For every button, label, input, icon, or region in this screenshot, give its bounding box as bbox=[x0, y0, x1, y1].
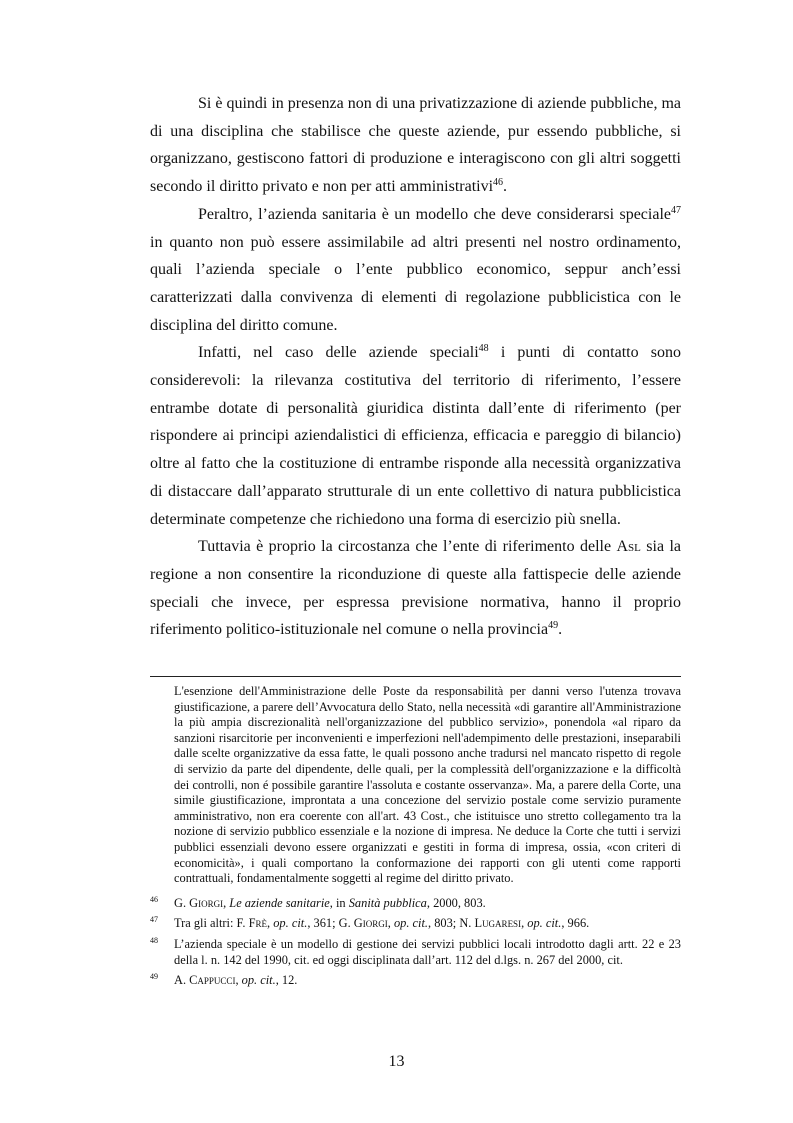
author-name: iorgi bbox=[362, 916, 388, 931]
footnote-text: , in bbox=[329, 895, 349, 910]
footnote-48 bbox=[150, 937, 681, 968]
paragraph-2 bbox=[150, 201, 681, 340]
footnotes bbox=[150, 684, 681, 994]
footnote-47 bbox=[150, 916, 681, 932]
footnote-text: , 2000, 803. bbox=[426, 895, 486, 910]
op-cit: op. cit. bbox=[241, 973, 276, 988]
footnote-49 bbox=[150, 973, 681, 989]
op-cit: op. cit. bbox=[527, 916, 562, 931]
footnote-ref-46[interactable]: 46 bbox=[493, 177, 504, 189]
footnote-number: 48 bbox=[150, 935, 158, 945]
paragraph-4-tail: . bbox=[558, 621, 563, 639]
footnote-46 bbox=[150, 896, 681, 912]
author-name: rè bbox=[255, 916, 268, 931]
work-title: Le aziende sanitarie bbox=[229, 895, 330, 910]
footnote-text: , 803; N. L bbox=[428, 916, 483, 931]
author-name: iorgi bbox=[198, 895, 224, 910]
footnote-text: A. C bbox=[174, 973, 198, 988]
footnote-text: , bbox=[267, 916, 274, 931]
footnote-text: , 12. bbox=[275, 973, 298, 988]
paragraph-1-text: Si è quindi in presenza non di una privatizzazione di aziende pubbliche, ma di una disciplina che stabilisce che queste aziende, pur essendo pubbliche, si organizzano, gestiscono fattori di produzione e interagiscono con gli altri soggetti secondo il diritto privato e non per atti amministrativi bbox=[150, 95, 681, 196]
footnote-number: 47 bbox=[150, 915, 158, 925]
op-cit: op. cit. bbox=[393, 916, 429, 931]
footnote-text: Tra gli altri: F. F bbox=[174, 916, 256, 931]
body-text bbox=[150, 90, 681, 644]
footnote-text: L’azienda speciale è un modello di gestione dei servizi pubblici locali introdotto dagli artt. 22 e 23 della l. n. 142 del 1990, cit. ed oggi disciplinata dall’art. 112 del d.lgs. n. 267 del 2000, cit. bbox=[174, 936, 681, 967]
paragraph-3-text-b: i punti di contatto sono considerevoli: la rilevanza costitutiva del territorio di riferimento, l’essere entrambe dotate di personalità giuridica distinta dall’ente di riferimento (per rispondere ai principi aziendalistici di efficienza, efficacia e pareggio di bilancio) oltre al fatto che la costituzione di entrambe risponde alla necessità organizzativa di distaccare dall’apparato strutturale di un ente collettivo di natura pubblicistica determinate competenze che richiedono una forma di esercizio più snella. bbox=[150, 344, 681, 528]
footnote-text: , bbox=[387, 916, 394, 931]
op-cit: op. cit. bbox=[273, 916, 308, 931]
paragraph-3-text-a: Infatti, nel caso delle aziende speciali bbox=[198, 344, 479, 362]
footnote-ref-49[interactable]: 49 bbox=[548, 620, 559, 632]
paragraph-2-text-b: in quanto non può essere assimilabile ad altri presenti nel nostro ordinamento, quali l’azienda speciale o l’ente pubblico economico, seppur anch’essi caratterizzati dalla convivenza di elementi di regolazione pubblicistica con le disciplina del diritto comune. bbox=[150, 233, 681, 334]
author-name: ugaresi bbox=[482, 916, 522, 931]
footnote-text: , bbox=[521, 916, 528, 931]
paragraph-3 bbox=[150, 339, 681, 533]
footnote-text: , 966. bbox=[561, 916, 590, 931]
paragraph-4-text-b: sia la regione a non consentire la riconduzione di queste alla fattispecie delle aziende speciali che invece, per espressa previsione normativa, hanno il proprio riferimento politico-istituzionale nel comune o nella provincia bbox=[150, 538, 681, 639]
author-name: appucci bbox=[197, 973, 236, 988]
journal-title: Sanità pubblica bbox=[348, 895, 427, 910]
footnote-text: , bbox=[223, 895, 230, 910]
asl-abbreviation: Asl bbox=[616, 538, 641, 556]
page-number: 13 bbox=[388, 1053, 405, 1070]
footnote-text: , bbox=[235, 973, 242, 988]
footnote-number: 49 bbox=[150, 972, 158, 982]
footnote-ref-47[interactable]: 47 bbox=[671, 204, 681, 216]
paragraph-4 bbox=[150, 533, 681, 644]
paragraph-2-text-a: Peraltro, l’azienda sanitaria è un modello che deve considerarsi speciale bbox=[198, 205, 671, 223]
paragraph-1-tail: . bbox=[503, 178, 508, 196]
paragraph-1 bbox=[150, 90, 681, 201]
footnote-ref-48[interactable]: 48 bbox=[478, 343, 489, 355]
paragraph-4-text-a: Tuttavia è proprio la circostanza che l’ente di riferimento delle bbox=[198, 538, 617, 556]
footnote-text: , 361; G. G bbox=[307, 916, 363, 931]
footnote-text: G. G bbox=[174, 895, 199, 910]
footnote-number: 46 bbox=[150, 894, 158, 904]
footnote-continuation: L'esenzione dell'Amministrazione delle Poste da responsabilità per danni verso l'utenza trovava giustificazione, a parere dell’Avvocatura dello Stato, nella necessità «di garantire all'Amministrazione la più ampia discrezionalità nell'organizzazione del pubblico servizio», ponendola «al riparo da sanzioni risarcitorie per inconvenienti e imperfezioni nell'adempimento delle prestazioni, inseparabili dalle scelte organizzative da essa fatte, le quali possono anche tradursi nel mancato rispetto di regole di servizio da parte del dipendente, delle quali, per la complessità dell'organizzazione e la difficoltà dei controlli, non é possibile garantire l'assoluta e costante osservanza». Ma, a parere della Corte, una simile giustificazione, improntata a una concezione del servizio postale come servizio puramente amministrativo, non era coerente con all'art. 43 Cost., che istituisce uno stretto collegamento tra la nozione di servizio pubblico essenziale e la nozione di impresa. Ne deduce la Corte che tutti i servizi pubblici essenziali devono essere organizzati e gestiti in forma di impresa, ossia, «con criteri di economicità», i quali comportano la conformazione dei rapporti con gli utenti come rapporti contrattuali, fondamentalmente soggetti al regime del diritto privato. bbox=[174, 684, 681, 886]
footnote-separator bbox=[150, 676, 681, 677]
